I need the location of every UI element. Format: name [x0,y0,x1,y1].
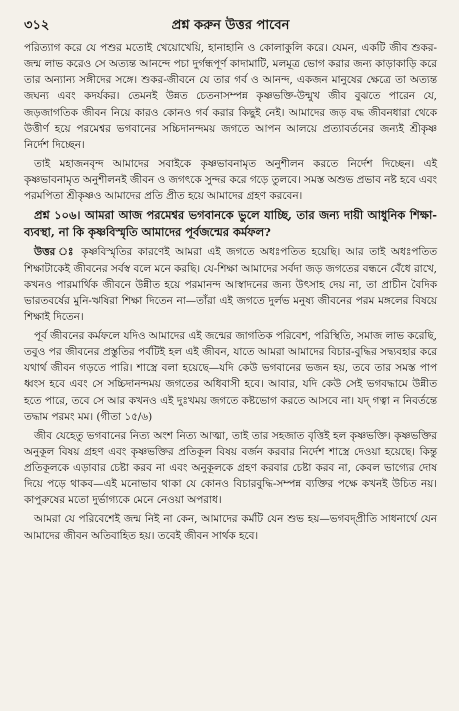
body-text [24,40,437,544]
paragraph: পূর্ব জীবনের কর্মফলে যদিও আমাদের এই জন্মের জাগতিক পরিবেশ, পরিস্থিতি, সমাজ লাভ করেছি, তবুও পর জীবনের প্রস্তুতির পর্বটিই হল এই জীবন, যাতে আমরা আমাদের বিচার-বুদ্ধির সদ্ব্যবহার করে যথার্থ জীবন গড়তে পারি। শাস্ত্রে বলা হয়েছে—যদি কেউ ভগবানের ভজন হয়, তবে তার সমস্ত পাপ ধ্বংস হবে এবং সে সচ্চিদানন্দময় জগতের অধিবাসী হবে। আবার, যদি কেউ সেই ভগবদ্ধামে উন্নীত হতে পারে, তবে সে আর কখনও এই দুঃখময় জগতে কষ্টভোগ করতে আসবে না। যদ্ গত্বা ন নিবর্তন্তে তদ্ধাম পরমং মম। (গীতা ১৫/৬) [24,330,437,423]
question-heading: প্রশ্ন ১০৬। আমরা আজ পরমেশ্বর ভগবানকে ভুলে যাচ্ছি, তার জন্য দায়ী আধুনিক শিক্ষা-ব্যবস্থা, না কি কৃষ্ণবিস্মৃতি আমাদের পূর্বজন্মের কর্মফল? [24,208,437,240]
running-title: প্রশ্ন করুন উত্তর পাবেন [171,18,290,33]
answer-paragraph [24,244,437,325]
paragraph: পরিত্যাগ করে যে পশুর মতোই খেয়োখেয়ি, হানাহানি ও কোলাকুলি করে। যেমন, একটি জীব শুকর-জন্ম লাভ করেও সে অত্যন্ত আনন্দে পচা দুর্গন্ধপূর্ণ কাদামাটি, মলমূত্র ভোগ করার জন্য কাড়াকাড়ি করে তার অন্যান্য সঙ্গীদের সঙ্গে। শুকর-জীবনে যে তার গর্ব ও আনন্দ, একজন মানুষের ক্ষেত্রে তা অত্যন্ত জঘন্য এবং কদর্যকর। তেমনই উন্নত চেতনাসম্পন্ন কৃষ্ণভক্তি-উন্মুখ জীব বুঝতে পারেন যে, জড়জাগতিক জীবন নিয়ে কারও কোনও গর্ব করার কিছুই নেই। আমাদের জড় বদ্ধ জীবনধারা থেকে উত্তীর্ণ হয়ে পরমেশ্বর ভগবানের সচ্চিদানন্দময় জগতে আপন আলয়ে প্রত্যাবর্তনের জন্যই শ্রীকৃষ্ণ নির্দেশ দিচ্ছেন। [24,42,437,151]
paragraph: জীব যেহেতু ভগবানের নিত্য অংশ নিত্য আত্মা, তাই তার সহজাত বৃত্তিই হল কৃষ্ণভক্তি। কৃষ্ণভক্তির অনুকূল বিষয় গ্রহণ এবং কৃষ্ণভক্তির প্রতিকূল বিষয় বর্জন করবার নির্দেশ শাস্ত্রে দেওয়া হয়েছে। কিন্তু প্রতিকূলকে এড়াবার চেষ্টা করব না এবং অনুকূলকে গ্রহণ করবার চেষ্টা করব না, কেবল ভাগ্যের দোষ দিয়ে পড়ে থাকব—এই মনোভাব থাকা যে কোনও বিচারবুদ্ধি-সম্পন্ন ব্যক্তির পক্ষে কখনই উচিত নয়। কাপুরুষের মতো দুর্ভাগ্যকে মেনে নেওয়া অপরাধ। [24,429,437,507]
page-number: ৩১২ [24,18,50,33]
paragraph: আমরা যে পরিবেশেই জন্ম নিই না কেন, আমাদের কর্মটি যেন শুভ হয়—ভগবদ্প্রীতি সাধনার্থে যেন আমাদের জীবন অতিবাহিত হয়। তবেই জীবন সার্থক হবে। [24,513,437,542]
paragraph: তাই মহাজনবৃন্দ আমাদের সবাইকে কৃষ্ণভাবনামৃত অনুশীলন করতে নির্দেশ দিচ্ছেন। এই কৃষ্ণভাবনামৃত অনুশীলনই জীবন ও জগৎকে সুন্দর করে গড়ে তুলবে। সমস্ত অশুভ প্রভাব নষ্ট হবে এবং পরমপিতা শ্রীকৃষ্ণও আমাদের প্রতি প্রীত হয়ে আমাদের গ্রহণ করবেন। [24,157,437,203]
page-header [24,16,437,36]
answer-intro: কৃষ্ণবিস্মৃতির কারণেই আমরা এই জগতে অধঃপতিত হয়েছি। আর তাই অধঃপতিত শিক্ষাটাকেই জীবনের সর্বস্ব বলে মনে করছি। যে-শিক্ষা আমাদের সর্বদা জড় জগতের বন্ধনে বেঁধে রাখে, কখনও পারমার্থিক জীবনে উন্নীত হয়ে পরমানন্দ আস্বাদনের জন্য উৎসাহ দেয় না, তা প্রাচীন বৈদিক ভারতবর্ষের মুনি-ঋষিরা শিক্ষা দিতেন না—তাঁরা এই জগতে দুর্লভ মনুষ্য জীবনের পরম মঙ্গলের বিষয়ে শিক্ষাই দিতেন। [24,246,437,323]
answer-label: উত্তর ঃ [34,246,76,259]
